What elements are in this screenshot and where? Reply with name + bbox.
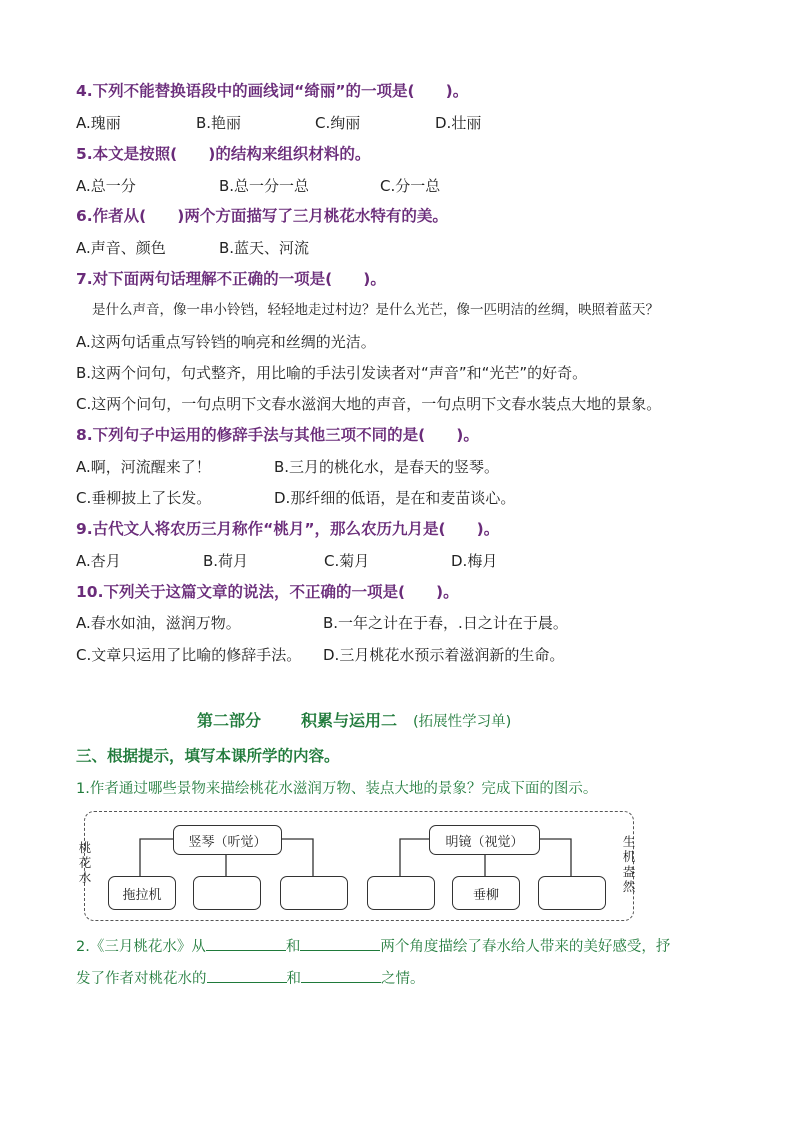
q4-option-b[interactable]: B.艳丽 (196, 114, 242, 132)
q10-option-a[interactable]: A.春水如油，滋润万物。 (76, 614, 241, 632)
question-5: 5.本文是按照( )的结构来组织材料的。 (76, 145, 371, 163)
q7-option-b[interactable]: B.这两个问句，句式整齐，用比喻的手法引发读者对“声音”和“光芒”的好奇。 (76, 364, 588, 382)
right-child-1-blank[interactable] (367, 876, 435, 910)
item2-text-a: 2.《三月桃花水》从 (76, 939, 206, 955)
section3-item2-line1 (76, 934, 670, 957)
q9-option-c[interactable]: C.菊月 (324, 552, 370, 570)
quoted-passage: 是什么声音，像一串小铃铛，轻轻地走过村边？是什么光芒，像一匹明洁的丝绸，映照着蓝天？ (92, 302, 659, 318)
left-child-1: 拖拉机 (108, 876, 176, 910)
diagram-left-label: 桃花水 (78, 840, 92, 885)
item2-text-c: 两个角度描绘了春水给人带来的美好感受，抒 (380, 939, 671, 955)
section3-item2-line2 (76, 966, 425, 989)
item2-text-f: 之情。 (381, 971, 425, 987)
q5-option-a[interactable]: A.总一分 (76, 177, 136, 195)
question-8: 8.下列句子中运用的修辞手法与其他三项不同的是( )。 (76, 426, 479, 444)
section3-item1: 1.作者通过哪些景物来描绘桃花水滋润万物、装点大地的景象？完成下面的图示。 (76, 781, 598, 797)
q5-option-b[interactable]: B.总一分一总 (219, 177, 310, 195)
q9-option-a[interactable]: A.杏月 (76, 552, 121, 570)
question-10: 10.下列关于这篇文章的说法，不正确的一项是( )。 (76, 583, 459, 601)
q4-option-a[interactable]: A.瑰丽 (76, 114, 121, 132)
part2-note: (拓展性学习单) (413, 714, 512, 730)
part2-title: 第二部分 (197, 711, 262, 730)
section3-heading: 三、根据提示，填写本课所学的内容。 (76, 747, 340, 765)
item2-text-e: 和 (286, 971, 301, 987)
right-child-2: 垂柳 (452, 876, 520, 910)
part2-subtitle: 积累与运用二 (301, 711, 398, 730)
q8-option-d[interactable]: D.那纤细的低语，是在和麦苗谈心。 (274, 489, 516, 507)
item2-text-d: 发了作者对桃花水的 (76, 971, 207, 987)
diagram-right-label: 生机盎然 (622, 834, 636, 894)
q9-option-d[interactable]: D.梅月 (451, 552, 498, 570)
question-6: 6.作者从( )两个方面描写了三月桃花水特有的美。 (76, 207, 448, 225)
q10-option-b[interactable]: B.一年之计在于春，.日之计在于晨。 (323, 614, 568, 632)
q4-option-d[interactable]: D.壮丽 (435, 114, 482, 132)
q8-option-a[interactable]: A.啊，河流醒来了！ (76, 458, 211, 476)
q9-option-b[interactable]: B.荷月 (203, 552, 249, 570)
q8-option-c[interactable]: C.垂柳披上了长发。 (76, 489, 212, 507)
question-9: 9.古代文人将农历三月称作“桃月”，那么农历九月是( )。 (76, 520, 500, 538)
q6-option-b[interactable]: B.蓝天、河流 (219, 239, 310, 257)
q10-option-d[interactable]: D.三月桃花水预示着滋润新的生命。 (323, 646, 565, 664)
item2-blank-1[interactable] (206, 934, 286, 951)
q10-option-c[interactable]: C.文章只运用了比喻的修辞手法。 (76, 646, 302, 664)
item2-blank-2[interactable] (300, 934, 380, 951)
q7-option-a[interactable]: A.这两句话重点写铃铛的响亮和丝绸的光洁。 (76, 333, 376, 351)
left-child-3-blank[interactable] (280, 876, 348, 910)
right-child-3-blank[interactable] (538, 876, 606, 910)
q7-option-c[interactable]: C.这两个问句，一句点明下文春水滋润大地的声音，一句点明下文春水装点大地的景象。 (76, 395, 662, 413)
q5-option-c[interactable]: C.分一总 (380, 177, 441, 195)
item2-blank-3[interactable] (207, 966, 287, 983)
left-child-2-blank[interactable] (193, 876, 261, 910)
q6-option-a[interactable]: A.声音、颜色 (76, 239, 166, 257)
question-4: 4.下列不能替换语段中的画线词“绮丽”的一项是( )。 (76, 82, 469, 100)
item2-blank-4[interactable] (301, 966, 381, 983)
question-7: 7.对下面两句话理解不正确的一项是( )。 (76, 270, 386, 288)
item2-text-b: 和 (285, 939, 301, 955)
q4-option-c[interactable]: C.绚丽 (315, 114, 361, 132)
right-top-box: 明镜（视觉） (429, 825, 540, 855)
left-top-box: 竖琴（听觉） (173, 825, 282, 855)
q8-option-b[interactable]: B.三月的桃化水，是春天的竖琴。 (274, 458, 500, 476)
